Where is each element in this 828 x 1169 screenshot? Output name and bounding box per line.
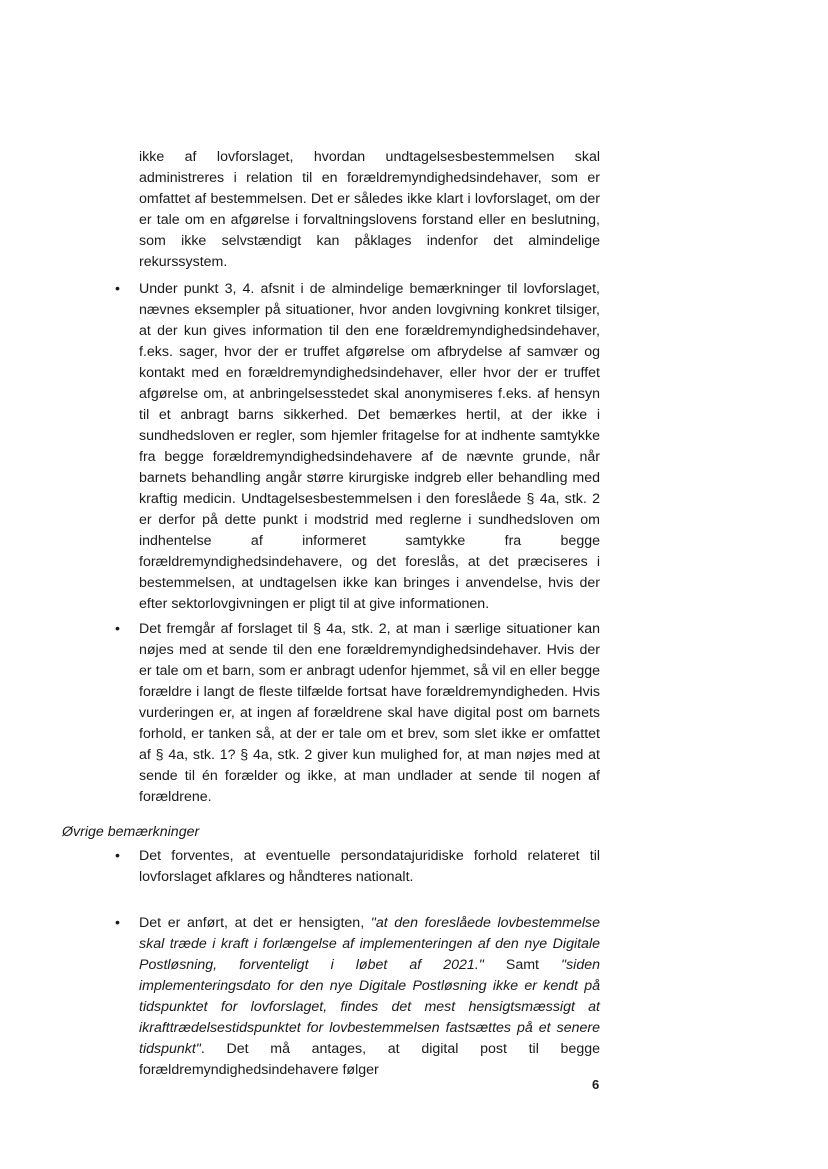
bullet-icon: • bbox=[115, 281, 120, 297]
bullet-text: Det forventes, at eventuelle persondatajuridiske forhold relateret til lovforslaget afklares og håndteres nationalt. bbox=[139, 848, 600, 885]
page-number: 6 bbox=[592, 1077, 600, 1092]
bullet-text-mid: Samt bbox=[483, 957, 562, 973]
bullet-text: Det fremgår af forslaget til § 4a, stk. 2, at man i særlige situationer kan nøjes med at sende til den ene forældremyndighedsindehaver. Hvis der er tale om et barn, som er anbragt udenfor hjemmet, så vil en eller begge forældre i langt de fleste tilfælde fortsat have forældremyndigheden. Hvis vurderingen er, at ingen af forældrene skal have digital post om barnets forhold, er tanken så, at der er tale om et brev, som slet ikke er omfattet af § 4a, stk. 1? § 4a, stk. 2 giver kun mulighed for, at man nøjes med at sende til én forælder og ikke, at man undlader at sende til nogen af forældrene. bbox=[139, 621, 600, 805]
bullet-icon: • bbox=[115, 915, 120, 931]
list-item bbox=[115, 279, 600, 615]
list-item bbox=[115, 619, 600, 808]
quotation: "at den foreslåede lovbestemmelse skal træde i kraft i forlængelse af implementeringen af den nye Digitale Postløsning, forventeligt i løbet af 2021." bbox=[139, 915, 600, 973]
quotation: "siden implementeringsdato for den nye Digitale Postløsning ikke er kendt på tidspunktet for lovforslaget, findes det mest hensigtsmæssigt at ikrafttrædelsestidspunktet for lovbestemmelsen fastsættes på et senere tidspunkt" bbox=[139, 957, 601, 1057]
list-item bbox=[115, 913, 601, 1081]
bullet-text-intro: Det er anført, at det er hensigten, bbox=[139, 915, 371, 931]
bullet-text: Under punkt 3, 4. afsnit i de almindelige bemærkninger til lovforslaget, nævnes eksempler på situationer, hvor anden lovgivning konkret tilsiger, at der kun gives information til den ene forældremyndighedsindehaver, f.eks. sager, hvor der er truffet afgørelse om afbrydelse af samvær og kontakt med en forældremyndighedsindehaver, eller hvor der er truffet afgørelse om, at anbringelsesstedet skal anonymiseres f.eks. af hensyn til et anbragt barns sikkerhed. Det bemærkes hertil, at der ikke i sundhedsloven er regler, som hjemler fritagelse for at indhente samtykke fra begge forældremyndighedsindehavere af de nævnte grunde, når barnets behandling angår større kirurgiske indgreb eller behandling med kraftig medicin. Undtagelsesbestemmelsen i den foreslåede § 4a, stk. 2 er derfor på dette punkt i modstrid med reglerne i sundhedsloven om indhentelse af informeret samtykke fra begge forældremyndighedsindehavere, og det foreslås, at det præciseres i bestemmelsen, at undtagelsen ikke kan bringes i anvendelse, hvis der efter sektorlovgivningen er pligt til at give informationen. bbox=[139, 281, 600, 612]
section-heading: Øvrige bemærkninger bbox=[62, 824, 200, 840]
list-item bbox=[115, 846, 600, 888]
bullet-icon: • bbox=[115, 848, 120, 864]
bullet-text-tail: . Det må antages, at digital post til begge forældremyndighedsindehavere følger bbox=[139, 1041, 600, 1078]
continuation-paragraph: ikke af lovforslaget, hvordan undtagelsesbestemmelsen skal administreres i relation til en forældremyndighedsindehaver, som er omfattet af bestemmelsen. Det er således ikke klart i lovforslaget, om der er tale om en afgørelse i forvaltningslovens forstand eller en beslutning, som ikke selvstændigt kan påklages indenfor det almindelige rekurssystem. bbox=[139, 149, 600, 270]
bullet-icon: • bbox=[115, 621, 120, 637]
